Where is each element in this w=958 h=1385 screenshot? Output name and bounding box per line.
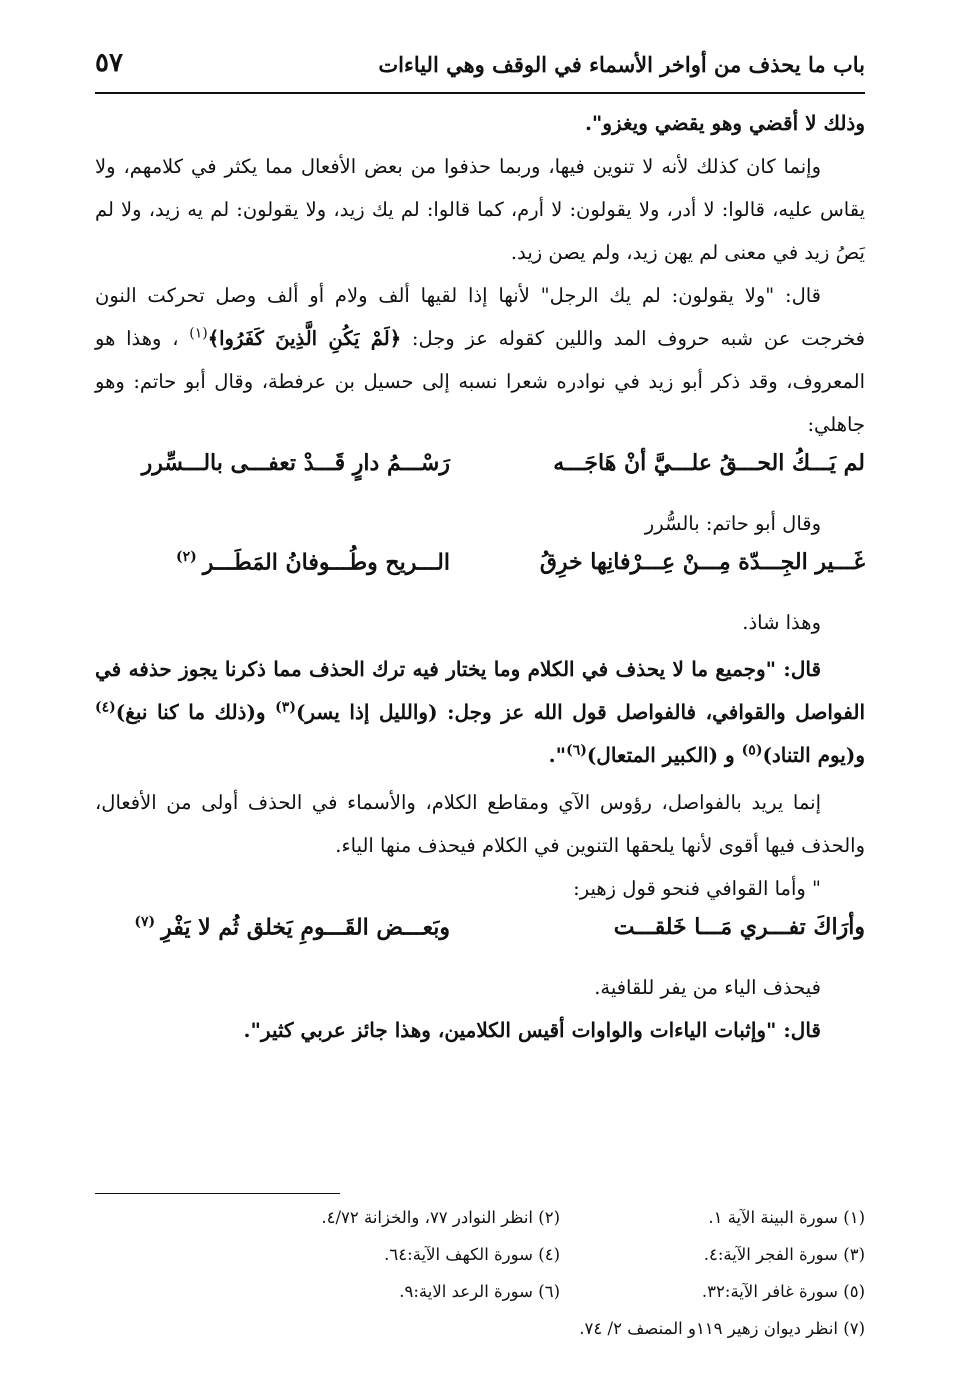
footnote-row xyxy=(95,1208,865,1245)
footnote-ref-6: (٦) xyxy=(566,742,587,759)
footnote-4: (٤) سورة الكهف الآية:٦٤. xyxy=(384,1245,560,1264)
page-header xyxy=(95,40,865,98)
footnote-separator xyxy=(95,1193,340,1194)
footnote-row xyxy=(95,1245,865,1282)
paragraph-4-text: قال: "وجميع ما لا يحذف في الكلام وما يختار فيه ترك الحذف مما ذكرنا يجوز حذفه في الفواصل والقوافي، فالفواصل قول الله عز وجل: (والليل إذا يسر) xyxy=(95,657,866,724)
paragraph-3-rest: ، وهذا هو المعروف، وقد ذكر أبو زيد في نوادره شعرا نسبه إلى حسيل بن عرفطة، وقال أبو حاتم: وهو جاهلي: xyxy=(95,327,865,436)
quran-quote: ﴿لَمْ يَكُنِ الَّذِينَ كَفَرُوا﴾ xyxy=(207,327,402,350)
footnote-5: (٥) سورة غافر الآية:٣٢. xyxy=(701,1282,865,1301)
footnote-2: (٢) انظر النوادر ٧٧، والخزانة ٤/٧٢. xyxy=(321,1208,560,1227)
paragraph-7: فيحذف الياء من يفر للقافية. xyxy=(594,976,821,999)
footnote-3: (٣) سورة الفجر الآية:٤. xyxy=(703,1245,865,1264)
paragraph-4-c: و(يوم التناد) xyxy=(762,743,865,767)
running-title: باب ما يحذف من أواخر الأسماء في الوقف وهي الياءات xyxy=(378,52,865,77)
verse-3-first-hemistich: وأرَاكَ تفـــري مَـــا خَلقـــت xyxy=(613,914,865,940)
verse-3-second-text: وبَعـــض القَـــومِ يَخلق ثُم لا يَفْرِ xyxy=(161,914,450,941)
shadh-line: وهذا شاذ. xyxy=(742,611,821,634)
paragraph-3-intro: قال: "ولا يقولون: لم يك الرجل" لأنها إذا لقيها ألف ولام أو ألف وصل تحركت النون فخرجت عن شبه حروف المد واللين كقوله عز وجل: xyxy=(95,284,865,350)
paragraph-6: " وأما القوافي فنحو قول زهير: xyxy=(573,877,821,900)
verse-1-second-hemistich: رَسْـــمُ دارٍ قَـــدْ تعفـــى بالـــسِّرر xyxy=(141,450,450,476)
footnote-7: (٧) انظر ديوان زهير ١١٩و المنصف ٢/ ٧٤. xyxy=(579,1319,865,1338)
poem-verse-2 xyxy=(95,545,865,601)
verse-3-second-hemistich xyxy=(134,914,450,940)
footnote-ref-3: (٣) xyxy=(275,699,296,716)
paragraph-1: وذلك لا أقضي وهو يقضي ويغزو". xyxy=(584,111,865,135)
paragraph-3 xyxy=(95,274,865,446)
paragraph-4-end: ". xyxy=(548,743,567,767)
footnote-1: (١) سورة البينة الآية ١. xyxy=(708,1208,865,1227)
footnote-ref-2: (٢) xyxy=(176,549,197,565)
header-rule xyxy=(95,92,865,94)
verse-2-first-hemistich: غَـــير الجِـــدّة مِـــنْ عِـــرْفانِها خرِقُ xyxy=(539,549,865,575)
book-page xyxy=(95,40,866,1338)
paragraph-8: قال: "وإثبات الياءات والواوات أقيس الكلامين، وهذا جائز عربي كثير". xyxy=(243,1018,821,1042)
verse-2-second-hemistich xyxy=(176,549,450,575)
paragraph-4-d: و (الكبير المتعال) xyxy=(586,743,735,767)
paragraph-2: وإنما كان كذلك لأنه لا تنوين فيها، وربما حذفوا من بعض الأفعال مما يكثر في كلامهم، ولا يقاس عليه، قالوا: لا أدر، ولا يقولون: لا أرم، كما قالوا: لم يك زيد، ولا يقولون: لم يه زيد، ولا لم يَصُ زيد في معنى لم يهن زيد، ولم يصن زيد. xyxy=(95,155,865,264)
footnotes xyxy=(95,1208,865,1356)
abu-hatim-line: وقال أبو حاتم: بالسُّرر xyxy=(644,512,821,535)
verse-2-second-text: الـــريح وطُـــوفانُ المَطَـــر xyxy=(202,549,450,576)
footnote-row xyxy=(95,1282,865,1319)
footnote-ref-4: (٤) xyxy=(95,699,116,716)
paragraph-4 xyxy=(95,648,865,777)
page-number: ٥٧ xyxy=(95,48,123,78)
footnote-row xyxy=(95,1319,865,1356)
footnote-ref-1: (١) xyxy=(189,325,208,342)
footnote-ref-5: (٥) xyxy=(741,742,763,759)
verse-1-first-hemistich: لم يَـــكُ الحـــقُ علـــيَّ أنْ هَاجَـــه xyxy=(553,450,865,476)
footnote-ref-7: (٧) xyxy=(134,914,156,930)
poem-verse-1 xyxy=(95,446,865,502)
paragraph-5: إنما يريد بالفواصل، رؤوس الآي ومقاطع الكلام، والأسماء في الحذف أولى من الأفعال، والحذف فيها أقوى لأنها يلحقها التنوين في الكلام فيحذف منها الياء. xyxy=(95,791,865,857)
paragraph-4-b: و(ذلك ما كنا نبغ) xyxy=(115,700,266,724)
poem-verse-3 xyxy=(95,910,865,966)
footnote-6: (٦) سورة الرعد الاية:٩. xyxy=(399,1282,560,1301)
